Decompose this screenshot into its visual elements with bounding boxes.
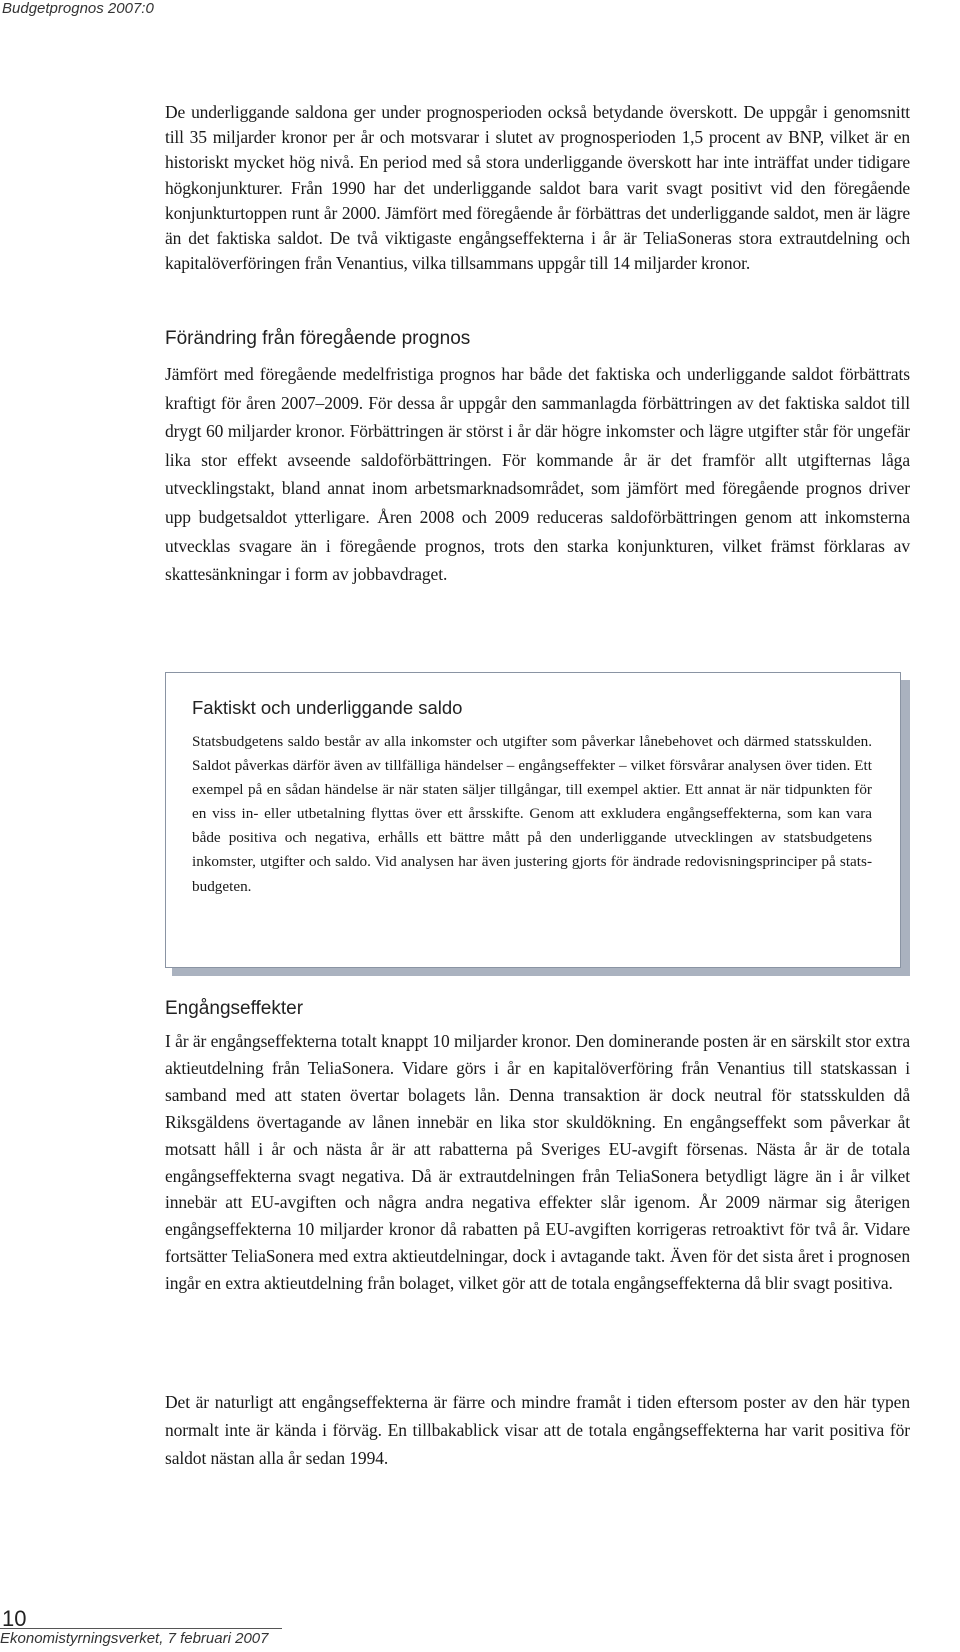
footer-publisher-date: Ekonomistyrningsverket, 7 februari 2007 <box>0 1630 269 1647</box>
body-paragraph-oneoff-2: Det är naturligt att engångseffekterna är färre och mindre framåt i tiden eftersom poster av den här typen normalt inte är kända i förväg. En tillbakablick visar att de totala engångseffekterna har varit positiva för saldot nästan alla år sedan 1994. <box>165 1392 910 1469</box>
section-heading-oneoff: Engångseffekter <box>165 998 304 1019</box>
page-number: 10 <box>2 1606 27 1631</box>
body-paragraph-oneoff-1: I år är engångseffekterna totalt knappt 10 miljarder kronor. Den dominerande posten är en särskilt stor extra aktieutdelning från TeliaSonera. Vidare görs i år en kapitalöverföring från Venantius till statskassan i samband med att staten övertar bolagets lån. Denna transaktion är dock neutral för statsskulden då Riksgäldens övertagande av lånen innebär en lika stor skuldökning. En engångseffekt som påverkar åt motsatt håll i år och nästa år är att rabatterna på Sveriges EU-avgift försenas. Nästa år är de totala engångseffekterna svagt negativa. Då är extrautdelningen från TeliaSonera betydligt lägre än i år vilket innebär att EU-avgiften och några andra negativa effekter slår igenom. År 2009 närmar sig återigen engångseffekterna 10 miljarder kronor då rabatten på EU-avgiften korrigeras retroaktivt för två år. Vidare fortsätter TeliaSonera med extra aktieutdelningar, dock i avtagande takt. Även för det sista året i prognosen ingår en extra aktieutdelning från bolaget, vilket gör att de totala engångseffekterna då blir svagt positiva. <box>165 1031 910 1294</box>
body-paragraph-intro: De underliggande saldona ger under prognosperioden också betydande överskott. De uppgår i genomsnitt till 35 miljarder kronor per år och motsvarar i slutet av prognosperioden 1,5 procent av BNP, vilket är en historiskt mycket hög nivå. En period med så stora underliggande överskott har inte inträffat under tidigare högkonjunkturer. Från 1990 har det underliggande saldot bara varit svagt positivt vid den föregående konjunkturtoppen runt år 2000. Jämfört med föregående år förbättras det underliggande saldot, men är lägre än det faktiska saldot. De två viktigaste engångseffekterna i år är TeliaSoneras stora extrautdelning och kapitalöverföringen från Venantius, vilka tillsammans uppgår till 14 miljarder kronor. <box>165 102 910 274</box>
running-header: Budgetprognos 2007:0 <box>2 0 154 17</box>
fact-box-title: Faktiskt och underliggande saldo <box>192 697 463 718</box>
footer-divider <box>0 1628 282 1629</box>
fact-box-text: Statsbudgetens saldo består av alla inkomster och utgifter som påverkar lånebehovet och därmed statsskulden. Saldot påverkas därför även av tillfälliga händelser – engångseffekter – vilket försvårar analysen över tiden. Ett exempel på en sådan händelse är när staten säljer tillgångar, till exempel aktier. Ett annat är när tidpunkten för en viss in- eller utbetalning flyttas över ett årsskifte. Genom att exkludera engångseffekterna, som kan vara både positiva och negativa, erhålls ett bättre mått på den underliggande utvecklingen av statsbudgetens inkomster, utgifter och saldo. Vid analysen har även justering gjorts för ändrade redovisningsprinciper på statsbudgeten. <box>192 733 872 895</box>
body-paragraph-change: Jämfört med föregående medelfristiga prognos har både det faktiska och underliggande saldot förbättrats kraftigt för åren 2007–2009. För dessa år uppgår den sammanlagda förbättringen av det faktiska saldot till drygt 60 miljarder kronor. Förbättringen är störst i år där högre inkomster och lägre utgifter står för ungefär lika stor effekt avseende saldoförbättringen. För kommande år är det framför allt utgifternas låga utvecklingstakt, bland annat inom arbetsmarknadsområdet, som jämfört med föregående prognos driver upp budgetsaldot ytterligare. Åren 2008 och 2009 reduceras saldoförbättringen genom att inkomsterna utvecklas svagare än i föregående prognos, trots den starka konjunkturen, vilket främst förklaras av skattesänkningar i form av jobbavdraget. <box>165 364 910 585</box>
section-heading-change: Förändring från föregående prognos <box>165 328 471 349</box>
